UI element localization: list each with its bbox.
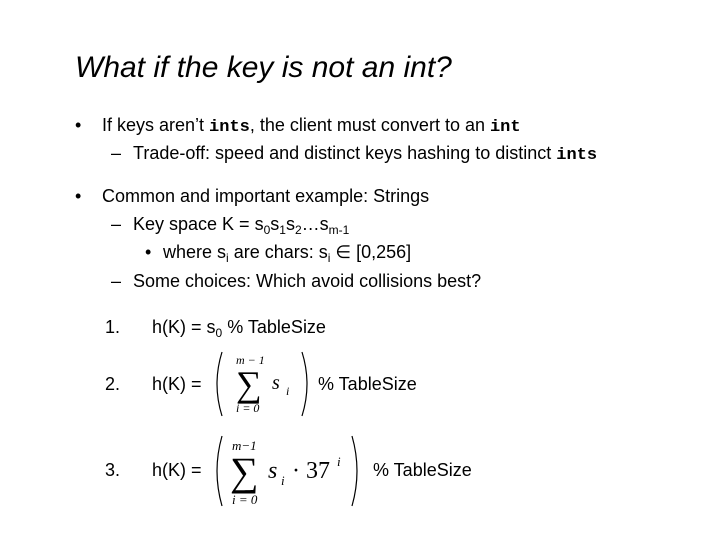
bullet-2-text: Common and important example: Strings [102,186,430,206]
factor-37: · 37 [292,458,330,484]
term-s-sub: i [286,384,290,398]
bullet-2-sub1-dash: – [111,214,122,234]
slide-title: What if the key is not an int? [75,51,452,84]
choice-3-sum-formula [210,432,360,510]
bullet-2: • [75,186,82,206]
sum-upper-limit: m − 1 [236,353,265,367]
choice-2-lhs: h(K) = [152,374,202,394]
choice-2-number: 2. [105,374,121,394]
choice-3-rhs: % TableSize [373,460,472,480]
sum-lower-limit-3: i = 0 [232,492,258,507]
bullet-glyph: • [75,115,82,135]
code-ints: ints [209,118,250,137]
bullet-1-sub-text: Trade-off: speed and distinct keys hashing to distinct ints [133,143,598,165]
sum-upper-limit-3: m−1 [232,438,257,453]
code-ints-2: ints [556,146,598,165]
sigma-icon-3: ∑ [230,449,259,494]
bullet-2-subsub-glyph: • [145,242,152,262]
choice-2-sum-formula [210,348,310,420]
choice-3-number: 3. [105,460,121,480]
choices-line: Some choices: Which avoid collisions best? [133,271,482,291]
term-s-sub-3: i [281,473,285,488]
bullet-2-sub2-dash: – [111,271,122,291]
bullet-1-text: If keys aren’t ints, the client must convert to an int [102,115,521,137]
term-s-3: s [268,458,278,484]
sigma-icon: ∑ [236,364,262,404]
factor-37-sup: i [337,454,341,469]
chars-line: where $s_i$ are chars: $s_i$ ∈ [0,256] [163,242,412,265]
bullet-1-sub-dash: – [111,143,122,163]
choice-3-lhs: h(K) = [152,460,202,480]
sum-lower-limit: i = 0 [236,401,260,415]
choice-1-formula: $h(K) = s_0$ % TableSize [152,317,326,340]
choice-1-number: 1. [105,317,121,337]
key-space-line: Key space $K = s_0s_1s_2\dots s_{m-1}$ [133,214,350,237]
bullet-1 [75,114,81,136]
code-int: int [489,118,521,137]
term-s: s [272,372,280,394]
choice-2-rhs: % TableSize [318,374,417,394]
